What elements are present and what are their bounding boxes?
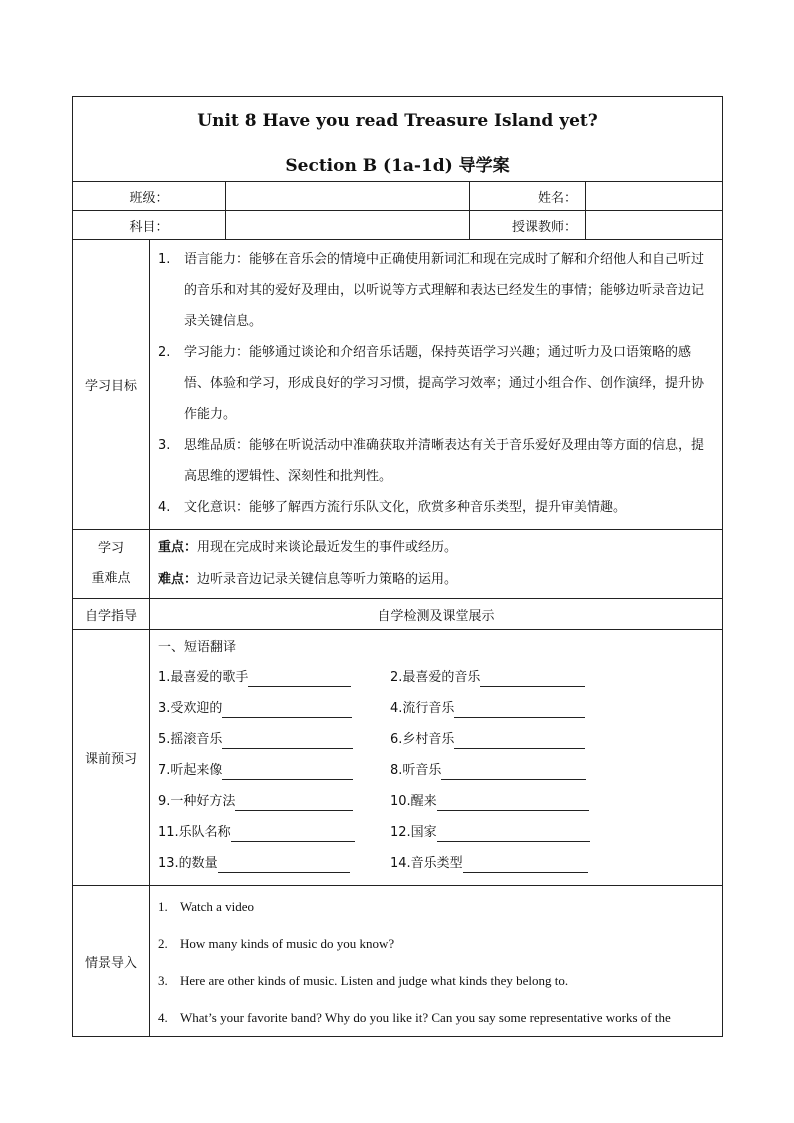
objective-num: 2. [158, 345, 171, 360]
worksheet [72, 96, 722, 1025]
phrase-item [390, 848, 622, 879]
phrase-text: 1.最喜爱的歌手 [158, 670, 249, 685]
phrase-text: 10.醒来 [390, 794, 437, 809]
answer-blank[interactable] [222, 730, 353, 749]
focus-label [73, 530, 150, 599]
worksheet-table [72, 96, 723, 1037]
difficult-point-text: 边听录音边记录关键信息等听力策略的运用。 [197, 572, 458, 587]
answer-blank[interactable] [480, 668, 585, 687]
page-subtitle: Section B (1a-1d) 导学案 [285, 155, 510, 176]
name-field[interactable] [586, 182, 723, 211]
situation-text: How many kinds of music do you know? [180, 936, 395, 951]
difficult-point-label: 难点： [158, 572, 198, 587]
phrase-item [390, 724, 622, 755]
phrase-text: 8.听音乐 [390, 763, 442, 778]
focus-label-line1: 学习 [97, 541, 124, 556]
preview-content [150, 630, 723, 886]
phrase-translation-title: 一、短语翻译 [158, 640, 237, 655]
phrase-text: 9.一种好方法 [158, 794, 236, 809]
objectives-list [150, 240, 723, 530]
answer-blank[interactable] [454, 699, 585, 718]
phrase-text: 2.最喜爱的音乐 [390, 670, 481, 685]
key-point-text: 用现在完成时来谈论最近发生的事件或经历。 [197, 540, 458, 555]
objective-text: 语言能力：能够在音乐会的情境中正确使用新词汇和现在完成时了解和介绍他人和自己听过的音乐和对其的爱好及理由，以听说等方式理解和表达已经发生的事情；能够边听录音边记录关键信息。 [184, 252, 705, 329]
phrase-text: 3.受欢迎的 [158, 701, 223, 716]
situation-content [150, 886, 723, 1037]
teacher-field[interactable] [586, 211, 723, 240]
objective-text: 思维品质：能够在听说活动中准确获取并清晰表达有关于音乐爱好及理由等方面的信息，提高思维的逻辑性、深刻性和批判性。 [184, 438, 705, 484]
answer-blank[interactable] [231, 823, 355, 842]
objective-text: 文化意识：能够了解西方流行乐队文化，欣赏多种音乐类型，提升审美情趣。 [184, 500, 627, 515]
phrase-text: 4.流行音乐 [390, 701, 455, 716]
phrase-item [158, 724, 390, 755]
phrase-item [158, 755, 390, 786]
situation-label: 情景导入 [73, 886, 150, 1037]
title-cell [73, 97, 723, 182]
situation-item [158, 888, 714, 925]
phrase-text: 11.乐队名称 [158, 825, 231, 840]
answer-blank[interactable] [218, 854, 350, 873]
situation-item [158, 999, 714, 1036]
phrase-item [158, 848, 390, 879]
situation-num: 4. [158, 1010, 168, 1025]
phrase-text: 12.国家 [390, 825, 437, 840]
objective-text: 学习能力：能够通过谈论和介绍音乐话题，保持英语学习兴趣；通过听力及口语策略的感悟、体验和学习，形成良好的学习习惯，提高学习效率；通过小组合作、创作演绎，提升协作能力。 [184, 345, 705, 422]
class-field[interactable] [226, 182, 470, 211]
objective-num: 4. [158, 500, 171, 515]
preview-label: 课前预习 [73, 630, 150, 886]
situation-num: 1. [158, 899, 168, 914]
guide-label: 自学指导 [73, 599, 150, 630]
phrase-item [390, 817, 622, 848]
situation-text: What’s your favorite band? Why do you like it? Can you say some representative works of the [180, 1010, 671, 1025]
phrase-text: 5.摇滚音乐 [158, 732, 223, 747]
phrase-item [390, 662, 622, 693]
answer-blank[interactable] [454, 730, 585, 749]
page-title: Unit 8 Have you read Treasure Island yet? [197, 110, 598, 131]
phrase-item [158, 662, 390, 693]
phrase-text: 7.听起来像 [158, 763, 223, 778]
answer-blank[interactable] [463, 854, 588, 873]
situation-item [158, 962, 714, 999]
name-label: 姓名： [470, 182, 586, 211]
focus-content [150, 530, 723, 599]
situation-num: 3. [158, 973, 168, 988]
key-point-label: 重点： [158, 540, 198, 555]
phrase-text: 14.音乐类型 [390, 856, 463, 871]
answer-blank[interactable] [437, 823, 590, 842]
objective-num: 1. [158, 252, 171, 267]
phrase-item [158, 786, 390, 817]
focus-label-line2: 重难点 [91, 571, 131, 586]
answer-blank[interactable] [235, 792, 353, 811]
objective-item [158, 244, 714, 337]
difficult-point [158, 564, 714, 596]
phrase-item [390, 786, 622, 817]
situation-text: Watch a video [180, 899, 255, 914]
answer-blank[interactable] [248, 668, 351, 687]
objectives-label: 学习目标 [73, 240, 150, 530]
objective-num: 3. [158, 438, 171, 453]
objective-item [158, 337, 714, 430]
subject-field[interactable] [226, 211, 470, 240]
answer-blank[interactable] [222, 761, 353, 780]
phrase-text: 6.乡村音乐 [390, 732, 455, 747]
objective-item [158, 492, 714, 523]
phrase-text: 13.的数量 [158, 856, 218, 871]
phrase-item [390, 755, 622, 786]
teacher-label: 授课教师： [470, 211, 586, 240]
phrase-item [390, 693, 622, 724]
answer-blank[interactable] [437, 792, 589, 811]
situation-num: 2. [158, 936, 168, 951]
key-point [158, 532, 714, 564]
objective-item [158, 430, 714, 492]
situation-item [158, 925, 714, 962]
phrase-item [158, 693, 390, 724]
class-label: 班级： [73, 182, 226, 211]
answer-blank[interactable] [441, 761, 586, 780]
answer-blank[interactable] [222, 699, 352, 718]
subject-label: 科目： [73, 211, 226, 240]
phrase-item [158, 817, 390, 848]
situation-text: Here are other kinds of music. Listen and judge what kinds they belong to. [180, 973, 569, 988]
phrase-grid [158, 662, 714, 879]
guide-heading: 自学检测及课堂展示 [150, 599, 723, 630]
